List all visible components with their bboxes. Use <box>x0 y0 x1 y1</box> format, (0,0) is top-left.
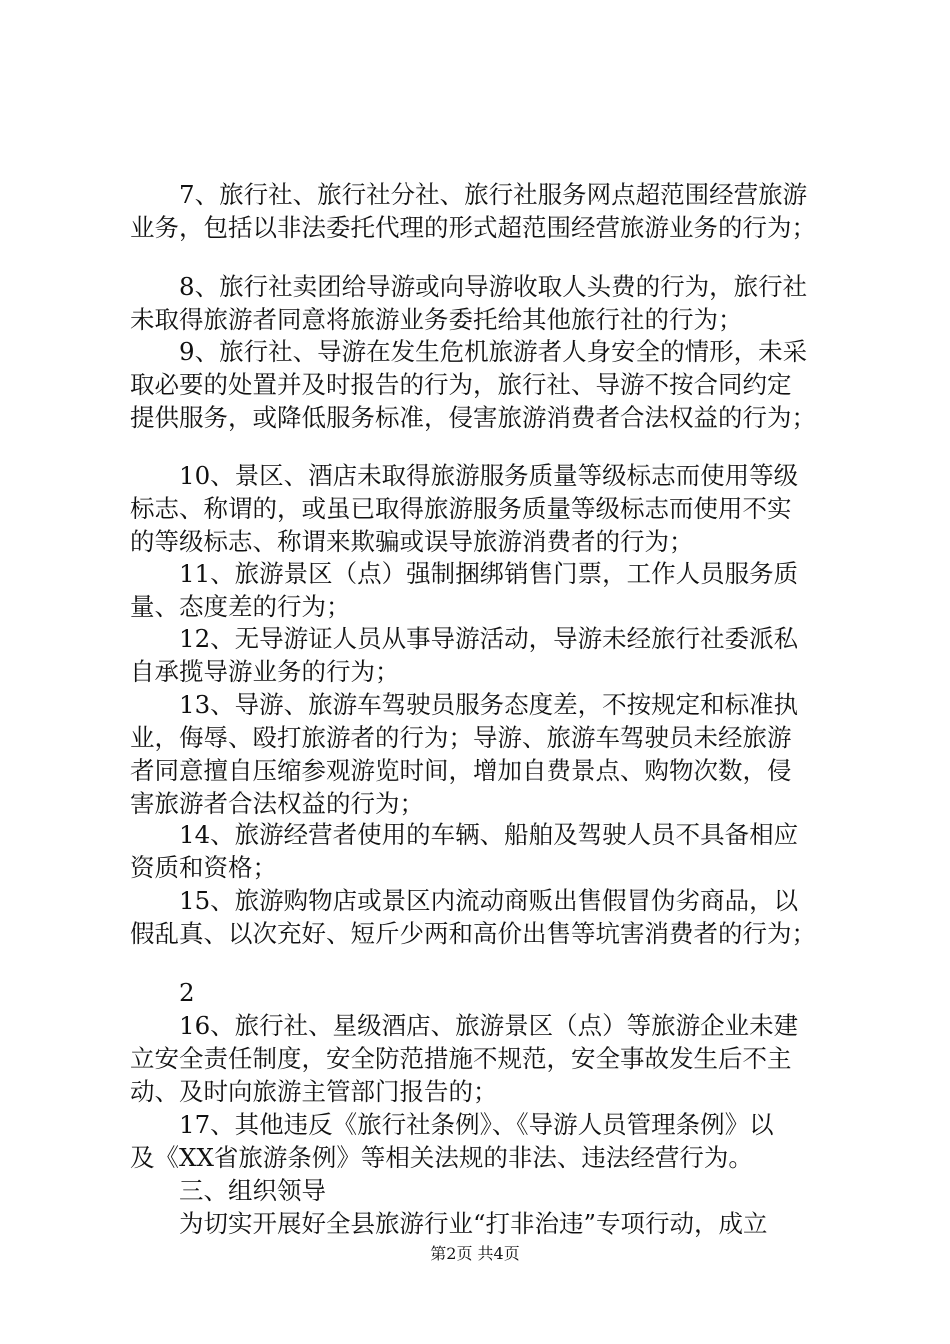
text-line: 12、无导游证人员从事导游活动，导游未经旅行社委派私 <box>130 624 799 653</box>
text-line: 立安全责任制度，安全防范措施不规范，安全事故发生后不主 <box>130 1044 792 1073</box>
text-line: 7、旅行社、旅行社分社、旅行社服务网点超范围经营旅游 <box>130 180 808 209</box>
text-line: 自承揽导游业务的行为； <box>130 657 400 686</box>
text-line: 标志、称谓的，或虽已取得旅游服务质量等级标志而使用不实 <box>130 494 792 523</box>
text-line: 业务，包括以非法委托代理的形式超范围经营旅游业务的行为； <box>130 213 816 242</box>
text-line: 量、态度差的行为； <box>130 592 351 621</box>
text-line: 者同意擅自压缩参观游览时间，增加自费景点、购物次数，侵 <box>130 756 792 785</box>
text-line: 9、旅行社、导游在发生危机旅游者人身安全的情形，未采 <box>130 337 808 366</box>
text-line: 提供服务，或降低服务标准，侵害旅游消费者合法权益的行为； <box>130 403 816 432</box>
text-line: 资质和资格； <box>130 853 277 882</box>
text-line: 害旅游者合法权益的行为； <box>130 789 424 818</box>
text-line: 取必要的处置并及时报告的行为，旅行社、导游不按合同约定 <box>130 370 792 399</box>
text-line: 假乱真、以次充好、短斤少两和高价出售等坑害消费者的行为； <box>130 919 816 948</box>
text-line: 14、旅游经营者使用的车辆、船舶及驾驶人员不具备相应 <box>130 820 799 849</box>
page-footer: 第2页 共4页 <box>430 1244 520 1263</box>
text-line: 15、旅游购物店或景区内流动商贩出售假冒伪劣商品，以 <box>130 886 799 915</box>
text-line: 的等级标志、称谓来欺骗或误导旅游消费者的行为； <box>130 527 694 556</box>
text-line: 10、景区、酒店未取得旅游服务质量等级标志而使用等级 <box>130 461 799 490</box>
text-line: 16、旅行社、星级酒店、旅游景区（点）等旅游企业未建 <box>130 1011 799 1040</box>
text-line: 动、及时向旅游主管部门报告的； <box>130 1077 498 1106</box>
text-line: 17、其他违反《旅行社条例》、《导游人员管理条例》以 <box>130 1110 774 1139</box>
text-line: 及《XX省旅游条例》等相关法规的非法、违法经营行为。 <box>130 1143 753 1172</box>
text-line: 8、旅行社卖团给导游或向导游收取人头费的行为，旅行社 <box>130 272 808 301</box>
text-line: 为切实开展好全县旅游行业“打非治违”专项行动，成立 <box>130 1209 768 1238</box>
text-line: 未取得旅游者同意将旅游业务委托给其他旅行社的行为； <box>130 305 743 334</box>
text-line: 业，侮辱、殴打旅游者的行为；导游、旅游车驾驶员未经旅游 <box>130 723 792 752</box>
text-line: 11、旅游景区（点）强制捆绑销售门票，工作人员服务质 <box>130 559 799 588</box>
text-line: 三、组织领导 <box>130 1176 326 1205</box>
text-line: 13、导游、旅游车驾驶员服务态度差，不按规定和标准执 <box>130 690 799 719</box>
text-line: 2 <box>130 978 195 1007</box>
